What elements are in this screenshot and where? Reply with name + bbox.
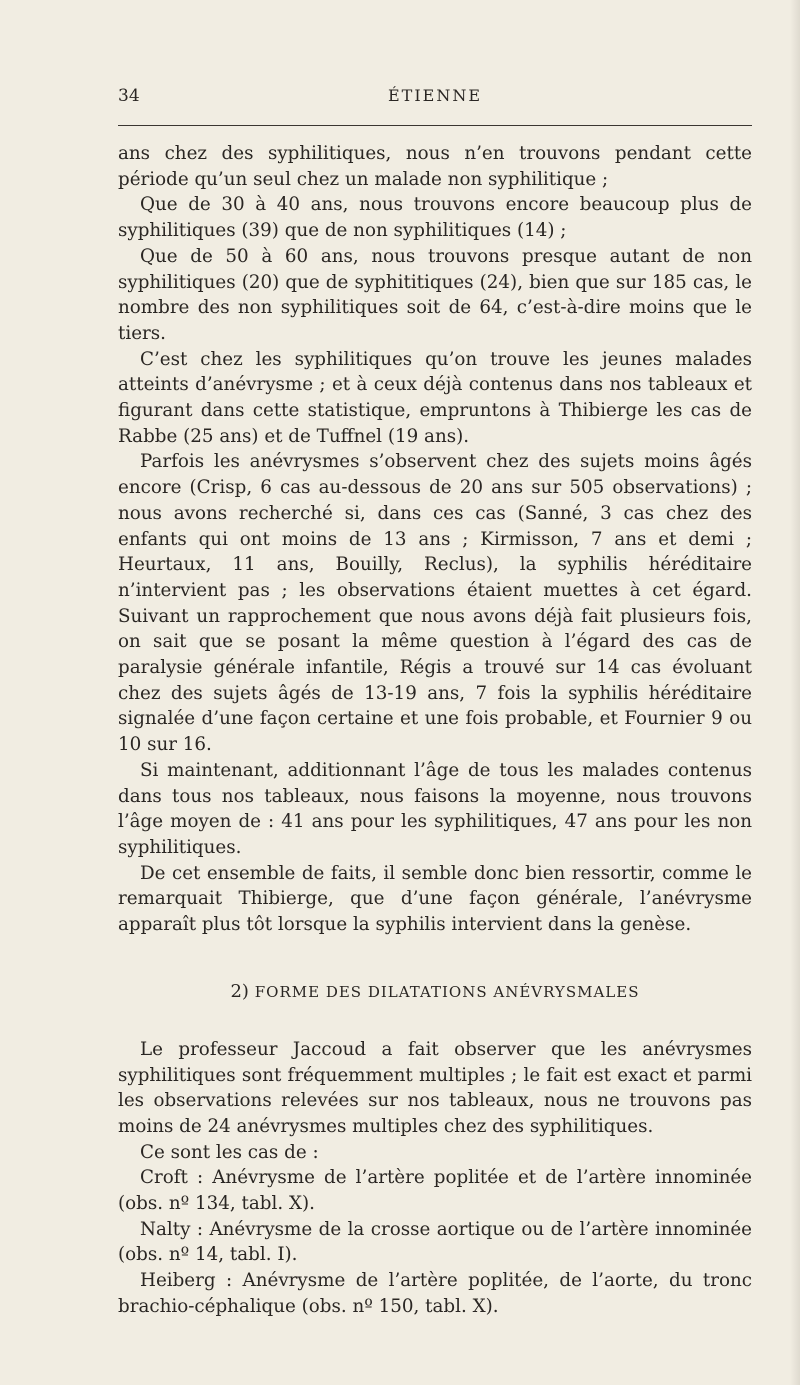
paragraph: Ce sont les cas de : (140, 1141, 319, 1163)
paragraph: Le professeur Jaccoud a fait observer que les anévrysmes syphilitiques sont fréquemment multiples ; le fait est exact et parmi les observations relevées sur nos tableaux, nous ne trouvons pas moins de 24 anévrysmes multiples chez des syphilitiques. (118, 1038, 752, 1137)
paragraph: Que de 30 à 40 ans, nous trouvons encore beaucoup plus de syphilitiques (39) que de non syphilitiques (14) ; (118, 194, 752, 242)
header-rule (118, 125, 752, 126)
running-title: ÉTIENNE (387, 86, 483, 105)
paragraph: ans chez des syphilitiques, nous n’en trouvons pendant cette période qu’un seul chez un malade non syphilitique ; (118, 143, 752, 190)
paragraph: C’est chez les syphilitiques qu’on trouve les jeunes malades atteints d’anévrysme ; et à ceux déjà contenus dans nos tableaux et figurant dans cette statistique, empruntons à Thibierge les cas de Rabbe (25 ans) et de Tuffnel (19 ans). (118, 348, 752, 447)
page-header (118, 86, 752, 110)
section-title: FORME DES DILATATIONS ANÉVRYSMALES (254, 982, 640, 1001)
section-number: 2) (230, 980, 249, 1002)
section-heading (118, 981, 752, 1003)
paragraph: Heiberg : Anévrysme de l’artère poplitée, de l’aorte, du tronc brachio-céphalique (obs. nº 150, tabl. X). (118, 1270, 752, 1317)
page-number: 34 (118, 86, 140, 106)
paragraph: Si maintenant, additionnant l’âge de tous les malades contenus dans tous nos tableaux, nous faisons la moyenne, nous trouvons l’âge moyen de : 41 ans pour les syphilitiques, 47 ans pour les non syphilitiques. (118, 759, 752, 858)
paragraph: Nalty : Anévrysme de la crosse aortique ou de l’artère innominée (obs. nº 14, tabl. I). (118, 1218, 752, 1266)
body-text (118, 141, 752, 1320)
paragraph: Croft : Anévrysme de l’artère poplitée et de l’artère innominée (obs. nº 134, tabl. X). (118, 1167, 752, 1215)
paragraph: Que de 50 à 60 ans, nous trouvons presque autant de non syphilitiques (20) que de syphititiques (24), bien que sur 185 cas, le nombre des non syphilitiques soit de 64, c’est-à-dire moins que le tiers. (118, 245, 752, 344)
page-edge-shadow (790, 0, 800, 1385)
paragraph: Parfois les anévrysmes s’observent chez des sujets moins âgés encore (Crisp, 6 cas au-dessous de 20 ans sur 505 observations) ; nous avons recherché si, dans ces cas (Sanné, 3 cas chez des enfants qui ont moins de 13 ans ; Kirmisson, 7 ans et demi ; Heurtaux, 11 ans, Bouilly, Reclus), la syphilis héréditaire n’intervient pas ; les observations étaient muettes à cet égard. Suivant un rapprochement que nous avons déjà fait plusieurs fois, on sait que se posant la même question à l’égard des cas de paralysie générale infantile, Régis a trouvé sur 14 cas évoluant chez des sujets âgés de 13-19 ans, 7 fois la syphilis héréditaire signalée d’une façon certaine et une fois probable, et Fournier 9 ou 10 sur 16. (118, 451, 752, 756)
paragraph: De cet ensemble de faits, il semble donc bien ressortir, comme le remarquait Thibierge, que d’une façon générale, l’anévrysme apparaît plus tôt lorsque la syphilis intervient dans la genèse. (118, 862, 752, 936)
